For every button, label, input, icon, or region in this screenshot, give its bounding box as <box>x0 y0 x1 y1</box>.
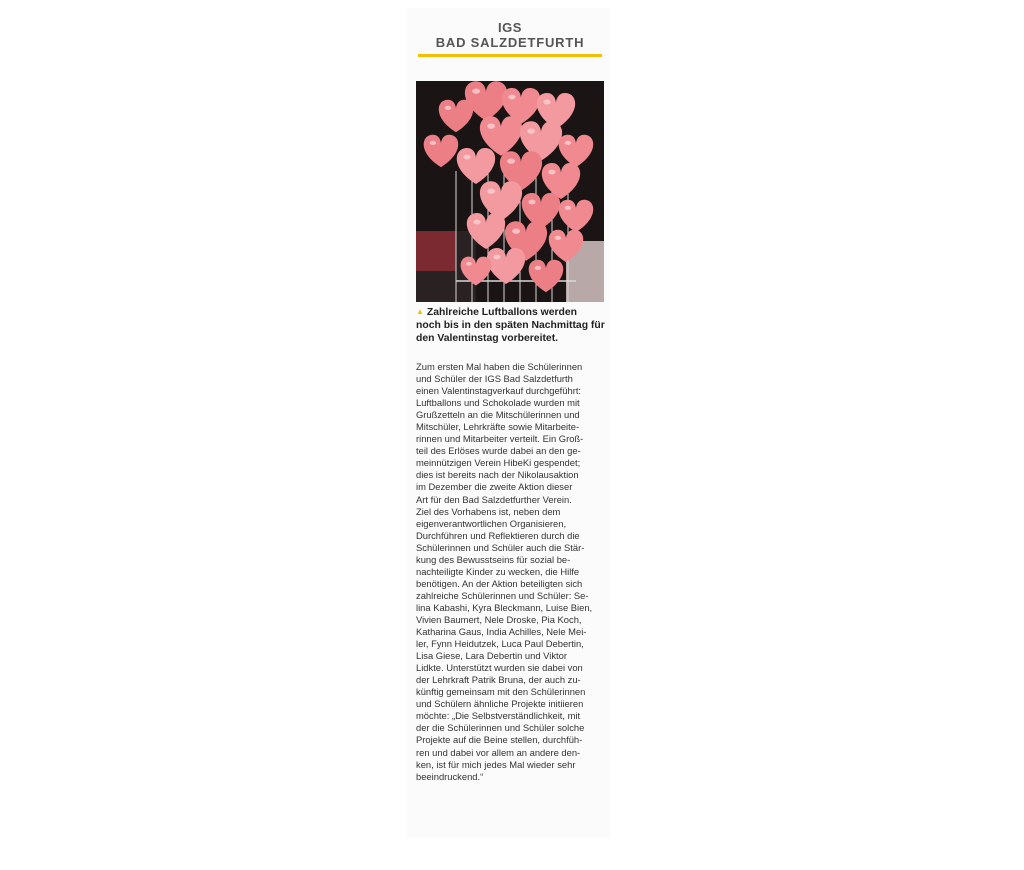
caption-line <box>416 306 608 320</box>
body-line: zahlreiche Schülerinnen und Schüler: Se- <box>416 589 589 601</box>
body-line: Ziel des Vorhabens ist, neben dem <box>416 505 561 517</box>
body-line: Lisa Giese, Lara Debertin und Viktor <box>416 650 567 662</box>
kicker-line-2: BAD SALZDETFURTH <box>435 35 585 50</box>
kicker-line-1: IGS <box>498 20 522 35</box>
balloon-highlight <box>548 170 555 175</box>
body-line: teil des Erlöses wurde dabei an den ge- <box>416 445 581 457</box>
balloon-highlight <box>555 236 561 240</box>
body-line: lina Kabashi, Kyra Bleckmann, Luise Bien, <box>416 601 593 613</box>
balloon-highlight <box>535 266 541 270</box>
body-line: möchte: „Die Selbstverständlichkeit, mit <box>416 710 581 722</box>
body-line: Art für den Bad Salzdetfurther Verein. <box>416 493 572 505</box>
body-line: Durchführen und Reflektieren durch die <box>416 529 580 541</box>
balloon-highlight <box>430 141 436 145</box>
body-line: meinnützigen Verein HibeKi gespendet; <box>416 457 581 469</box>
body-line: Zum ersten Mal haben die Schülerinnen <box>416 361 583 372</box>
section-kicker <box>418 20 602 50</box>
body-line: ken, ist für mich jedes Mal wieder sehr <box>416 758 576 770</box>
body-line: der die Schülerinnen und Schüler solche <box>416 722 585 734</box>
body-line: eigenverantwortlichen Organisieren, <box>416 517 567 529</box>
balloon-highlight <box>507 158 515 163</box>
balloon-highlight <box>463 155 470 160</box>
balloon-highlight <box>512 228 520 233</box>
balloon-highlight <box>527 128 535 133</box>
balloon-highlight <box>473 220 480 225</box>
balloon-highlight <box>565 141 571 145</box>
body-line: Luftballons und Schokolade wurden mit <box>416 397 580 409</box>
balloon-highlight <box>493 255 500 260</box>
body-line: beeindruckend.“ <box>416 770 484 782</box>
body-line: Schülerinnen und Schüler auch die Stär- <box>416 541 585 553</box>
kicker-underline <box>418 54 602 57</box>
photo-caption <box>416 306 608 346</box>
body-line: ren und dabei vor allem an andere den- <box>416 746 581 758</box>
body-line: rinnen und Mitarbeiter verteilt. Ein Groß- <box>416 433 584 445</box>
body-line: künftig gemeinsam mit den Schülerinnen <box>416 686 586 698</box>
body-line: ler, Fynn Heidutzek, Luca Paul Debertin, <box>416 638 584 650</box>
caption-triangle-icon: ▲ <box>416 307 424 316</box>
balloons-image <box>416 81 604 302</box>
body-line: Mitschüler, Lehrkräfte sowie Mitarbeite- <box>416 421 580 433</box>
article-body <box>416 361 611 783</box>
body-line: Katharina Gaus, India Achilles, Nele Mei- <box>416 626 587 638</box>
body-line: kung des Bewusstseins für sozial be- <box>416 553 571 565</box>
photo-chair <box>416 231 456 271</box>
body-line: dies ist bereits nach der Nikolausaktion <box>416 469 579 481</box>
balloon-highlight <box>528 200 535 205</box>
body-line: und Schülern ähnliche Projekte initiieren <box>416 698 584 710</box>
body-line: im Dezember die zweite Aktion dieser <box>416 481 573 493</box>
balloon-highlight <box>487 123 495 128</box>
balloon-highlight <box>466 262 472 266</box>
balloon-highlight <box>445 106 451 110</box>
body-line: Projekte auf die Beine stellen, durchfüh- <box>416 734 583 746</box>
balloon-highlight <box>487 188 495 193</box>
body-line: der Lehrkraft Patrik Bruna, der auch zu- <box>416 674 581 686</box>
caption-line-text: Zahlreiche Luftballons werden <box>426 307 578 318</box>
balloon-highlight <box>543 100 550 105</box>
balloon-highlight <box>565 206 571 210</box>
caption-line: noch bis in den späten Nachmittag für <box>416 319 605 331</box>
body-line: Grußzetteln an die Mitschülerinnen und <box>416 409 580 421</box>
body-line: und Schüler der IGS Bad Salzdetfurth <box>416 373 573 385</box>
body-line: einen Valentinstagverkauf durchgeführt: <box>416 385 582 397</box>
article-photo <box>416 81 604 302</box>
balloon-highlight <box>508 95 515 100</box>
caption-line: den Valentinstag vorbereitet. <box>416 332 559 344</box>
body-line: nachteiligte Kinder zu wecken, die Hilfe <box>416 565 580 577</box>
body-line: benötigen. An der Aktion beteiligten sich <box>416 577 583 589</box>
body-line: Lidkte. Unterstützt wurden sie dabei von <box>416 662 583 674</box>
balloon-highlight <box>472 88 480 93</box>
body-line: Vivien Baumert, Nele Droske, Pia Koch, <box>416 613 582 625</box>
